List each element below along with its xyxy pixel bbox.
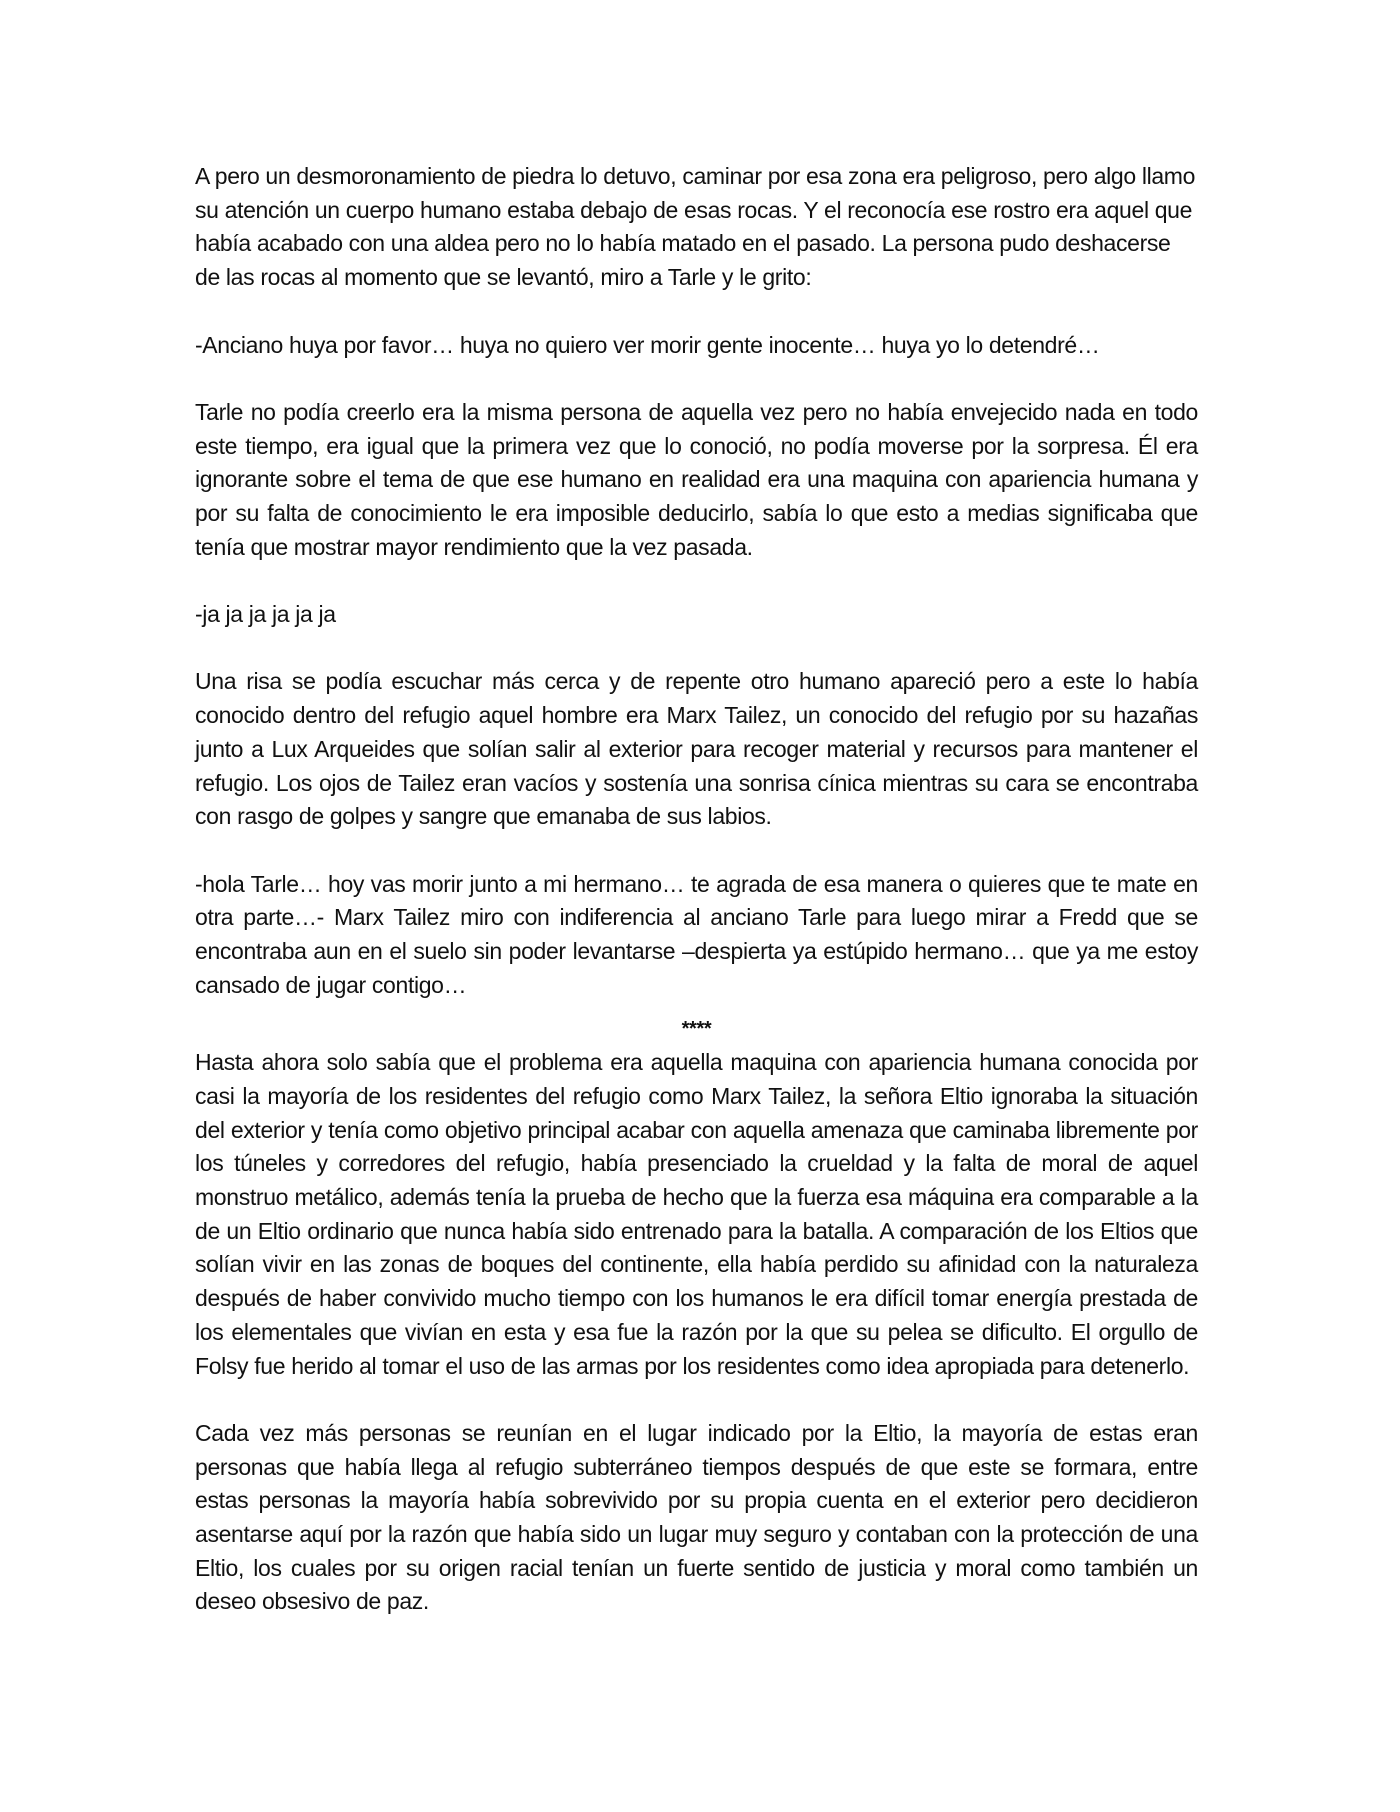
paragraph-4-laugh: -ja ja ja ja ja ja [195,601,336,628]
document-page [195,160,1198,1653]
paragraph-7: Hasta ahora solo sabía que el problema era aquella maquina con apariencia humana conocida por casi la mayoría de los residentes del refugio como Marx Tailez, la señora Eltio ignoraba la situación del exterior y tenía como objetivo principal acabar con aquella amenaza que caminaba libremente por los túneles y corredores del refugio, había presenciado la crueldad y la falta de moral de aquel monstruo metálico, además tenía la prueba de hecho que la fuerza esa máquina era comparable a la de un Eltio ordinario que nunca había sido entrenado para la batalla. A comparación de los Eltios que solían vivir en las zonas de boques del continente, ella había perdido su afinidad con la naturaleza después de haber convivido mucho tiempo con los humanos le era difícil tomar energía prestada de los elementales que vivían en esta y esa fue la razón por la que su pelea se dificulto. El orgullo de Folsy fue herido al tomar el uso de las armas por los residentes como idea apropiada para detenerlo. [195,1049,1198,1379]
paragraph-3: Tarle no podía creerlo era la misma persona de aquella vez pero no había envejecido nada en todo este tiempo, era igual que la primera vez que lo conoció, no podía moverse por la sorpresa. Él era ignorante sobre el tema de que ese humano en realidad era una maquina con apariencia humana y por su falta de conocimiento le era imposible deducirlo, sabía lo que esto a medias significaba que tenía que mostrar mayor rendimiento que la vez pasada. [195,398,1198,560]
paragraph-2-dialogue: -Anciano huya por favor… huya no quiero ver morir gente inocente… huya yo lo detendré… [195,331,1100,358]
paragraph-8: Cada vez más personas se reunían en el lugar indicado por la Eltio, la mayoría de estas eran personas que había llega al refugio subterráneo tiempos después de que este se formara, entre estas personas la mayoría había sobrevivido por su propia cuenta en el exterior pero decidieron asentarse aquí por la razón que había sido un lugar muy seguro y contaban con la protección de una Eltio, los cuales por su origen racial tenían un fuerte sentido de justicia y moral como también un deseo obsesivo de paz. [195,1419,1198,1615]
paragraph-5: Una risa se podía escuchar más cerca y de repente otro humano apareció pero a este lo había conocido dentro del refugio aquel hombre era Marx Tailez, un conocido del refugio por su hazañas junto a Lux Arqueides que solían salir al exterior para recoger material y recursos para mantener el refugio. Los ojos de Tailez eran vacíos y sostenía una sonrisa cínica mientras su cara se encontraba con rasgo de golpes y sangre que emanaba de sus labios. [195,668,1198,830]
paragraph-6-dialogue: -hola Tarle… hoy vas morir junto a mi hermano… te agrada de esa manera o quieres que te mate en otra parte…- Marx Tailez miro con indiferencia al anciano Tarle para luego mirar a Fredd que se encontraba aun en el suelo sin poder levantarse –despierta ya estúpido hermano… que ya me estoy cansado de jugar contigo… [195,870,1198,998]
paragraph-1: A pero un desmoronamiento de piedra lo detuvo, caminar por esa zona era peligroso, pero algo llamo su atención un cuerpo humano estaba debajo de esas rocas. Y el reconocía ese rostro era aquel que había acabado con una aldea pero no lo había matado en el pasado. La persona pudo deshacerse de las rocas al momento que se levantó, miro a Tarle y le grito: [195,163,1196,291]
section-separator: **** [681,1017,712,1040]
